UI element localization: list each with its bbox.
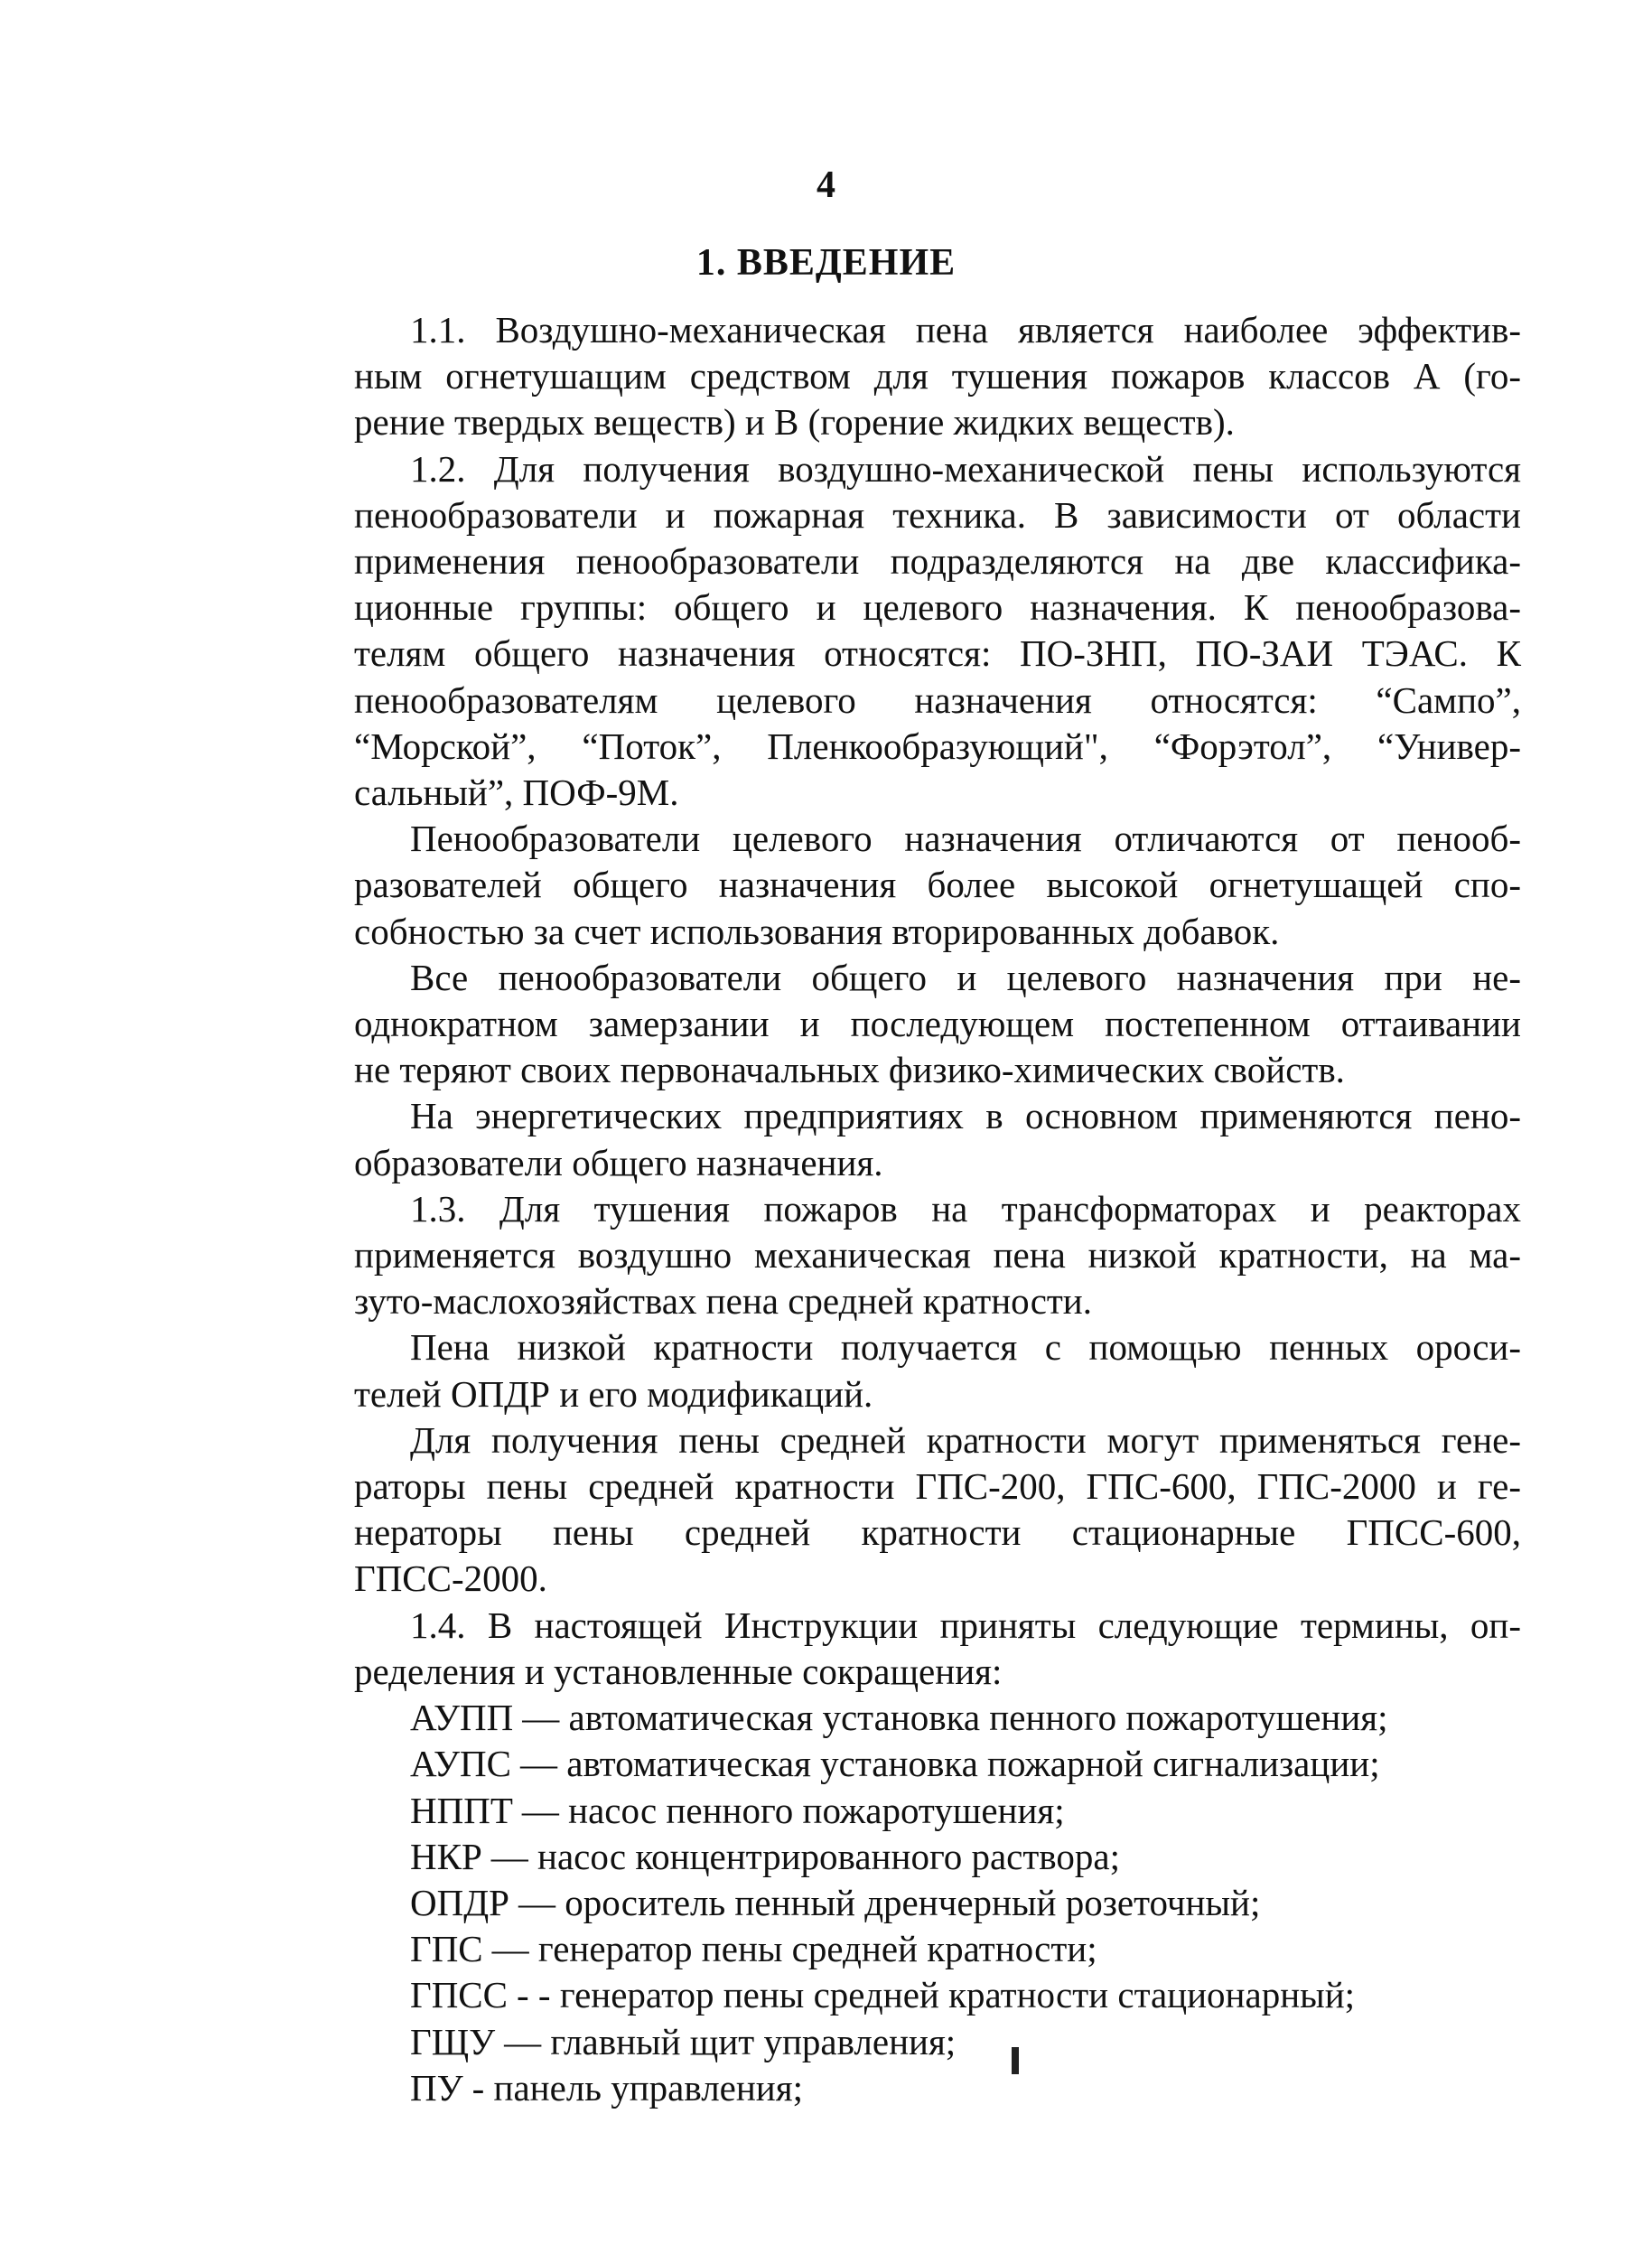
paragraph-line: 1.2. Для получения воздушно-механической пены используются — [410, 447, 1521, 490]
term-definition: — главный щит управления; — [504, 2020, 957, 2062]
term-definition: — генератор пены средней кратности; — [491, 1928, 1097, 1970]
term-abbreviation: ОПДР — [410, 1881, 509, 1923]
term-abbreviation: ГПС — [410, 1928, 483, 1970]
paragraph-line: “Морской”, “Поток”, Пленкообразующий", “Форэтол”, “Универ- — [354, 725, 1521, 767]
paragraph — [354, 1186, 1521, 1325]
paragraph-line: ционные группы: общего и целевого назначения. К пенообразова- — [354, 586, 1521, 629]
term-definition: — насос концентрированного раствора; — [490, 1835, 1120, 1877]
paragraph-line: 1.1. Воздушно-механическая пена является наиболее эффектив- — [410, 309, 1521, 351]
paragraph-line: разователей общего назначения более высокой огнетушащей спо- — [354, 864, 1521, 906]
paragraph-line: применения пенообразователи подразделяются на две классифика- — [354, 540, 1521, 583]
paragraph-line: пенообразователи и пожарная техника. В зависимости от области — [354, 493, 1521, 536]
paragraph-line: нераторы пены средней кратности стационарные ГПСС-600, — [354, 1511, 1521, 1554]
paragraph-line: раторы пены средней кратности ГПС-200, ГПС-600, ГПС-2000 и ге- — [354, 1465, 1521, 1508]
paragraph-line: образователи общего назначения. — [354, 1141, 883, 1183]
term-item — [354, 2019, 1521, 2065]
paragraph-line: применяется воздушно механическая пена низкой кратности, на ма- — [354, 1234, 1521, 1277]
paragraph-line: телям общего назначения относятся: ПО-ЗНП, ПО-ЗАИ ТЭАС. К — [354, 632, 1521, 675]
term-definition: - панель управления; — [471, 2066, 803, 2109]
paragraph-line: однократном замерзании и последующем постепенном оттаивании — [354, 1003, 1521, 1045]
paragraph-line: зуто-маслохозяйствах пена средней кратности. — [354, 1280, 1092, 1323]
term-item — [354, 1926, 1521, 1972]
paragraph-line: ределения и установленные сокращения: — [354, 1650, 1003, 1692]
term-item — [354, 1972, 1521, 2018]
paragraph-line: сальный”, ПОФ-9М. — [354, 772, 679, 814]
paragraph-line: телей ОПДР и его модификаций. — [354, 1372, 873, 1415]
paragraph — [354, 1603, 1521, 1695]
paragraphs — [354, 307, 1521, 1695]
paragraph-line: рение твердых веществ) и В (горение жидких веществ). — [354, 401, 1235, 444]
paragraph — [354, 955, 1521, 1094]
paragraph-line: ным огнетушащим средством для тушения пожаров классов А (го- — [354, 355, 1521, 397]
term-item — [354, 1880, 1521, 1926]
term-definition: — автоматическая установка пенного пожаротушения; — [522, 1697, 1388, 1739]
paragraph — [354, 446, 1521, 817]
paragraph — [354, 1093, 1521, 1185]
term-abbreviation: АУПП — [410, 1697, 514, 1739]
term-definition: — ороситель пенный дренчерный розеточный; — [518, 1881, 1261, 1923]
section-heading: 1. ВВЕДЕНИЕ — [695, 242, 957, 284]
term-definition: — насос пенного пожаротушения; — [521, 1789, 1065, 1831]
body-text — [354, 307, 1521, 2111]
term-item — [354, 1788, 1521, 1834]
paragraph-line: Все пенообразователи общего и целевого назначения при не- — [410, 956, 1521, 998]
paragraph — [354, 1324, 1521, 1417]
paragraph-line: Для получения пены средней кратности могут применяться гене- — [410, 1418, 1521, 1461]
term-item — [354, 1741, 1521, 1787]
term-item — [354, 1834, 1521, 1880]
paragraph-line: ГПСС-2000. — [354, 1557, 547, 1600]
paragraph-line: Пенообразователи целевого назначения отличаются от пенооб- — [410, 818, 1521, 860]
scan-mark — [1012, 2047, 1019, 2074]
page-number: 4 — [817, 164, 835, 206]
paragraph-line: Пена низкой кратности получается с помощью пенных ороси- — [410, 1326, 1521, 1369]
term-abbreviation: ПУ — [410, 2066, 463, 2109]
paragraph-line: собностью за счет использования вторированных добавок. — [354, 910, 1280, 952]
paragraph-line: не теряют своих первоначальных физико-химических свойств. — [354, 1049, 1345, 1091]
paragraph-line: пенообразователям целевого назначения относятся: “Сампо”, — [354, 678, 1521, 721]
paragraph-line: 1.4. В настоящей Инструкции приняты следующие термины, оп- — [410, 1604, 1521, 1646]
paragraph — [354, 1417, 1521, 1603]
term-abbreviation: НКР — [410, 1835, 482, 1877]
term-definition: - - генератор пены средней кратности стационарный; — [517, 1974, 1356, 2016]
term-abbreviation: ГПСС — [410, 1974, 509, 2016]
paragraph — [354, 816, 1521, 955]
paragraph-line: 1.3. Для тушения пожаров на трансформаторах и реакторах — [410, 1187, 1521, 1230]
term-abbreviation: АУПС — [410, 1743, 511, 1785]
paragraph — [354, 307, 1521, 446]
term-definition: — автоматическая установка пожарной сигнализации; — [520, 1743, 1380, 1785]
paragraph-line: На энергетических предприятиях в основном применяются пено- — [410, 1095, 1521, 1137]
term-item — [354, 2065, 1521, 2111]
term-abbreviation: ГЩУ — [410, 2020, 496, 2062]
term-abbreviation: НППТ — [410, 1789, 513, 1831]
terms-list — [354, 1695, 1521, 2111]
term-item — [354, 1695, 1521, 1741]
